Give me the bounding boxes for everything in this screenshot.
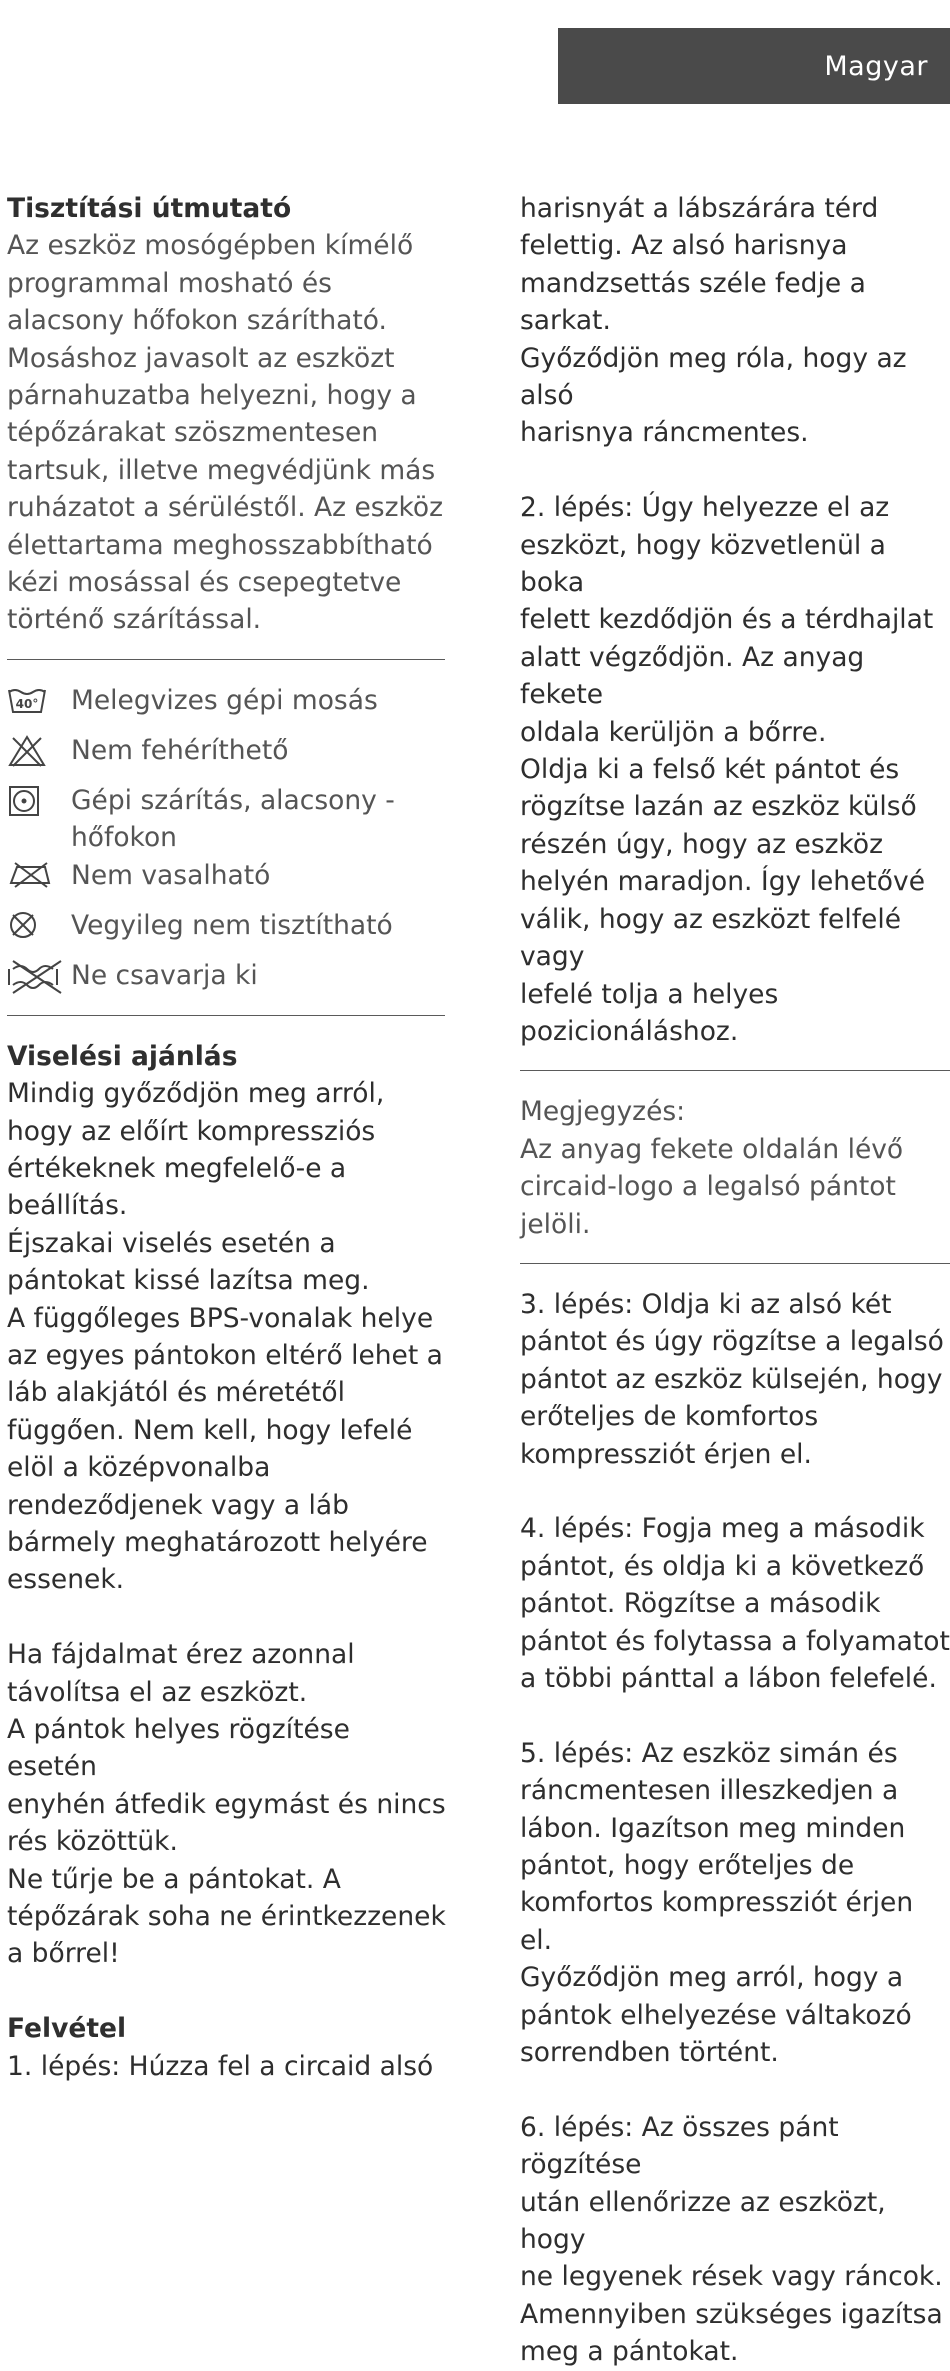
spacer bbox=[520, 452, 950, 489]
step3-text: 3. lépés: Oldja ki az alsó két pántot és úgy rögzítse a legalsó pántot az eszköz külsején, hogy erőteljes de komfortos kompressziót érjen el. bbox=[520, 1288, 944, 1470]
step1-start: 1. lépés: Húzza fel a circaid alsó bbox=[7, 2050, 434, 2082]
care-label-wash: Melegvizes gépi mosás bbox=[71, 684, 378, 716]
language-label: Magyar bbox=[824, 50, 928, 82]
note-heading: Megjegyzés: bbox=[520, 1096, 686, 1128]
divider bbox=[7, 1015, 445, 1016]
divider bbox=[7, 659, 445, 660]
left-column bbox=[7, 190, 447, 2085]
step2-text: 2. lépés: Úgy helyezze el az eszközt, hogy közvetlenül a boka felett kezdődjön és a térdhajlat alatt végződjön. Az anyag fekete oldala kerüljön a bőrre. Oldja ki a felső két pántot és rögzítse lazán az eszköz külső részén úgy, hogy az eszköz helyén maradjon. Így lehetővé válik, hogy az eszközt felfelé vagy lefelé tolja a helyes pozicionáláshoz. bbox=[520, 492, 934, 1047]
step6-text: 6. lépés: Az összes pánt rögzítése után ellenőrizze az eszközt, hogy ne legyenek rések vagy ráncok. Amennyiben szükséges igazítsa meg a pántokat. bbox=[520, 2111, 943, 2368]
care-label-wring: Ne csavarja ki bbox=[71, 959, 258, 991]
spacer bbox=[520, 1473, 950, 1510]
tumble-dry-low-icon bbox=[7, 782, 71, 828]
wash-40-icon bbox=[7, 682, 71, 728]
wearing-text-2: Ha fájdalmat érez azonnal távolítsa el az eszközt. A pántok helyes rögzítése esetén enyhén átfedik egymást és nincs rés közöttük. Ne tűrje be a pántokat. A tépőzárak soha ne érintkezzenek a bőrrel! bbox=[7, 1639, 446, 1970]
cleaning-text: Az eszköz mosógépben kímélő programmal mosható és alacsony hőfokon szárítható. Mosáshoz javasolt az eszközt párnahuzatba helyezni, hogy a tépőzárakat szöszmentesen tartsuk, illetve megvédjünk más ruházatot a sérüléstől. Az eszköz élettartama meghosszabbítható kézi mosással és csepegtetve történő szárítással. bbox=[7, 230, 444, 636]
spacer bbox=[520, 1697, 950, 1734]
cleaning-heading: Tisztítási útmutató bbox=[7, 193, 292, 224]
step1-continued: harisnyát a lábszárára térd felettig. Az alsó harisnya mandzsettás széle fedje a sarkat. Győződjön meg róla, hogy az alsó harisnya ráncmentes. bbox=[520, 193, 907, 449]
no-iron-icon bbox=[7, 857, 71, 903]
spacer bbox=[520, 2071, 950, 2108]
no-bleach-icon bbox=[7, 732, 71, 778]
note-text: Az anyag fekete oldalán lévő circaid-logo a legalsó pántot jelöli. bbox=[520, 1133, 904, 1240]
step4-text: 4. lépés: Fogja meg a második pántot, és oldja ki a következő pántot. Rögzítse a második pántot és folytassa a folyamatot a többi pánttal a lábon felefelé. bbox=[520, 1513, 950, 1694]
care-item-dry bbox=[7, 782, 447, 857]
care-item-wash bbox=[7, 682, 447, 732]
spacer bbox=[7, 1973, 447, 2010]
donning-heading: Felvétel bbox=[7, 2013, 127, 2045]
wearing-text: Mindig győződjön meg arról, hogy az előírt kompressziós értékeknek megfelelő-e a beállítás. Éjszakai viselés esetén a pántokat kissé lazítsa meg. A függőleges BPS-vonalak helye az egyes pántokon eltérő lehet a láb alakjától és méretétől függően. Nem kell, hogy lefelé elöl a középvonalba rendeződjenek vagy a láb bármely meghatározott helyére essenek. bbox=[7, 1078, 443, 1596]
care-item-iron bbox=[7, 857, 447, 907]
spacer bbox=[7, 1599, 447, 1636]
care-item-dryclean bbox=[7, 907, 447, 957]
divider bbox=[520, 1070, 950, 1071]
care-item-wring bbox=[7, 957, 447, 1007]
language-badge bbox=[558, 28, 950, 104]
care-label-dryclean: Vegyileg nem tisztítható bbox=[71, 909, 393, 941]
wearing-heading: Viselési ajánlás bbox=[7, 1040, 238, 1072]
no-wring-icon bbox=[7, 957, 71, 1003]
no-dry-clean-icon bbox=[7, 907, 71, 953]
care-symbols-list bbox=[7, 682, 447, 1007]
care-label-iron: Nem vasalható bbox=[71, 859, 271, 891]
divider bbox=[520, 1263, 950, 1264]
step5-text: 5. lépés: Az eszköz simán és ráncmentesen illeszkedjen a lábon. Igazítson meg minden pántot, hogy erőteljes de komfortos kompressziót érjen el. Győződjön meg arról, hogy a pántok elhelyezése váltakozó sorrendben történt. bbox=[520, 1737, 914, 2069]
care-label-dry: Gépi szárítás, alacsony - hőfokon bbox=[71, 784, 395, 854]
care-label-bleach: Nem fehéríthető bbox=[71, 734, 289, 766]
right-column bbox=[520, 190, 950, 2371]
svg-text:40°: 40° bbox=[15, 696, 39, 711]
care-item-bleach bbox=[7, 732, 447, 782]
